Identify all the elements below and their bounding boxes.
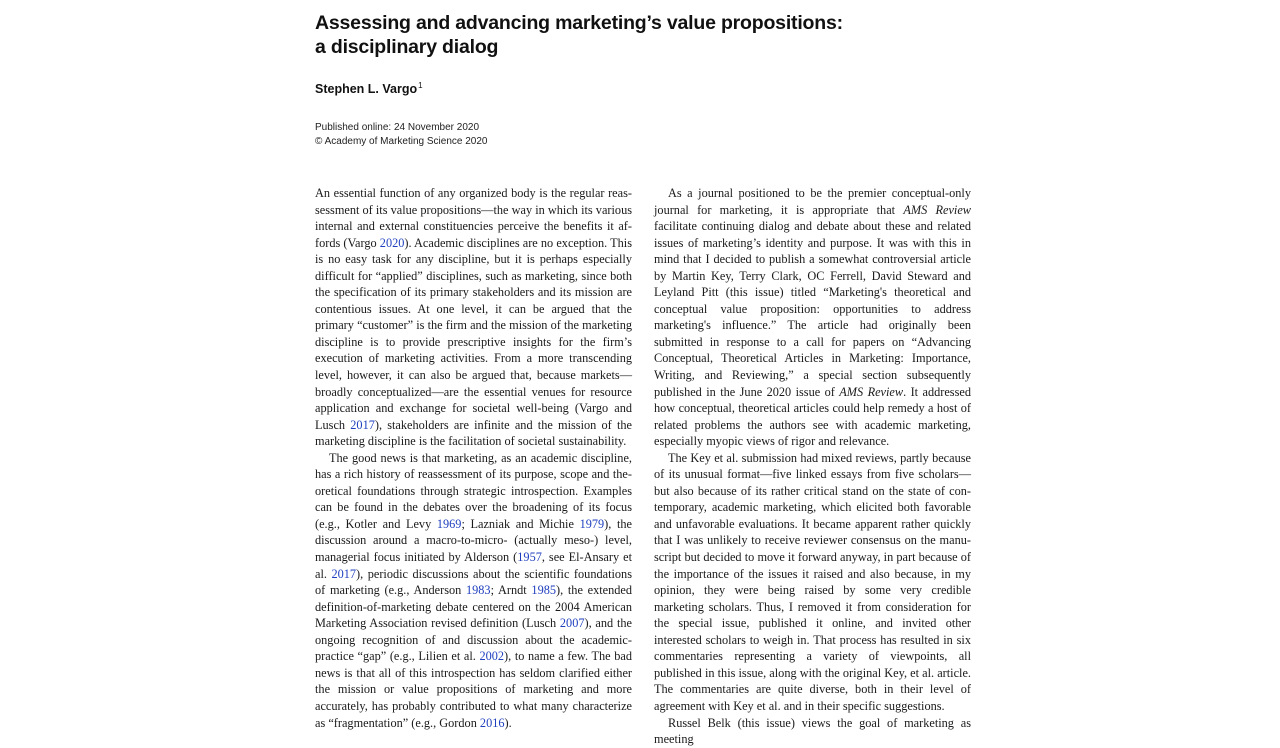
citation-link[interactable]: 2016 bbox=[479, 715, 505, 730]
right-column bbox=[654, 185, 971, 748]
paragraph: The Key et al. submission had mixed reviews, partly because of its unusual format—five linked essays from five scholars—but also because of its rather critical stand on the state of contemporary, academic marketing, which elicited both favorable and unfavorable evaluations. It became apparent rather quickly that I was unlikely to receive reviewer consensus on the manuscript but decided to move it forward anyway, in part because of the importance of the issues it raised and also because, in my opinion, they were being raised by some very credible marketing scholars. Thus, I removed it from consideration for the special issue, published it online, and invited other interested scholars to weigh in. That process has resulted in six commentaries representing a variety of viewpoints, all published in this issue, along with the original Key, et al. article. The commentaries are quite diverse, both in their level of agreement with Key et al. and in their specific suggestions. bbox=[654, 450, 971, 713]
journal-name: AMS Review bbox=[903, 202, 971, 217]
journal-name: AMS Review bbox=[839, 384, 904, 399]
citation-link[interactable]: 2017 bbox=[350, 417, 375, 432]
paragraph: As a journal positioned to be the premier conceptual-only journal for marketing, it is appropriate that AMS Review facilitate continuing dialog and debate about these and related issues of marketing’s identity and purpose. It was with this in mind that I decided to publish a somewhat controversial article by Martin Key, Terry Clark, OC Ferrell, David Steward and Leyland Pitt (this issue) titled “Marketing's theoretical and conceptual value proposition: opportunities to address marketing's influence.” The article had originally been submitted in response to a call for papers on “Advancing Conceptual, Theoretical Articles in Marketing: Importance, Writing, and Reviewing,” a special section subsequently published in the June 2020 issue of AMS Review. It addressed how conceptual, theoretical articles could help remedy a host of related problems the authors see with academic marketing, especially myopic views of rigor and relevance. bbox=[654, 186, 971, 449]
author-name: Stephen L. Vargo bbox=[315, 82, 418, 97]
copyright-notice: © Academy of Marketing Science 2020 bbox=[315, 136, 488, 147]
citation-link[interactable]: 2002 bbox=[479, 649, 505, 664]
article-title-line-1: Assessing and advancing marketing’s value propositions: bbox=[315, 12, 843, 34]
citation-link[interactable]: 2007 bbox=[559, 616, 585, 631]
citation-link[interactable]: 1957 bbox=[517, 550, 542, 565]
article-title-line-2: a disciplinary dialog bbox=[315, 36, 499, 58]
paragraph: An essential function of any organized body is the regular reassessment of its value propositions—the way in which its various internal and external constituencies perceive the benefits it affords (Vargo 2020). Academic disciplines are no exception. This is no easy task for any discipline, but it is perhaps especially difficult for “applied” disciplines, such as marketing, since both the specification of its primary stakeholders and its mission are contentious issues. At one level, it can be argued that the primary “customer” is the firm and the mission of the marketing discipline is to provide prescriptive insights for the firm’s execution of marketing activities. From a more transcending level, however, it can also be argued that, because markets—broadly conceptualized—are the essential venues for resource application and exchange for societal well-being (Vargo and Lusch 2017), stakeholders are infinite and the mission of the marketing discipline is the facilitation of societal sustainability. bbox=[315, 186, 632, 449]
affiliation-mark[interactable]: 1 bbox=[418, 81, 423, 90]
citation-link[interactable]: 2017 bbox=[331, 566, 357, 581]
citation-link[interactable]: 2020 bbox=[379, 235, 405, 250]
publication-info bbox=[315, 121, 487, 149]
paragraph: The good news is that marketing, as an academic discipline, has a rich history of reassessment of its purpose, scope and theoretical foundations through strategic introspection. Examples can be found in the debates over the broadening of its focus (e.g., Kotler and Levy 1969; Lazniak and Michie 1979), the discussion around a macro-to-micro- (actually meso-) level, managerial focus initiated by Alderson (1957, see El-Ansary et al. 2017), periodic discussions about the scientific foundations of marketing (e.g., Anderson 1983; Arndt 1985), the extended definition-of-marketing debate centered on the 2004 American Marketing Association revised definition (Lusch 2007), and the ongoing recognition of and discussion about the academic-practice “gap” (e.g., Lilien et al. 2002), to name a few. The bad news is that all of this introspection has seldom clarified either the mission or value propositions of marketing and more accurately, has probably contributed to what many characterize as “fragmentation” (e.g., Gordon 2016). bbox=[315, 450, 633, 730]
article-title bbox=[315, 11, 955, 59]
author-line bbox=[315, 81, 423, 96]
paragraph: Russel Belk (this issue) views the goal of marketing as meeting bbox=[654, 715, 971, 747]
published-date: Published online: 24 November 2020 bbox=[315, 122, 479, 133]
left-column bbox=[315, 185, 632, 731]
citation-link[interactable]: 1979 bbox=[579, 516, 605, 531]
citation-link[interactable]: 1985 bbox=[531, 583, 557, 598]
citation-link[interactable]: 1983 bbox=[465, 583, 491, 598]
citation-link[interactable]: 1969 bbox=[436, 516, 462, 531]
